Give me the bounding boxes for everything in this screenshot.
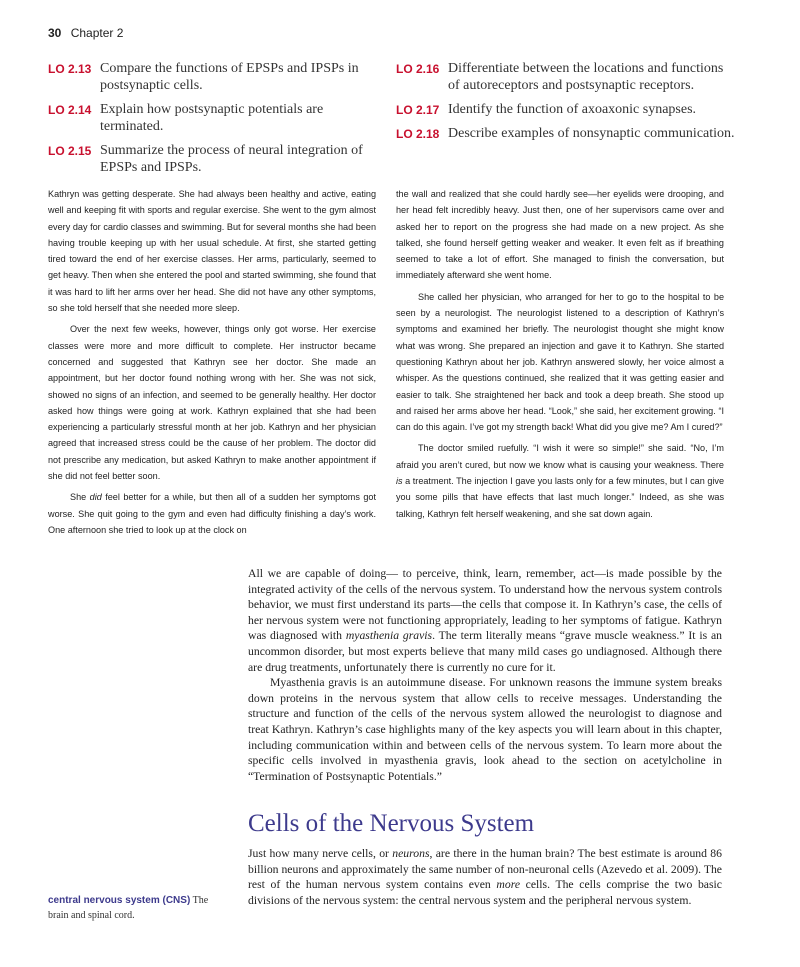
story-paragraph: Kathryn was getting desperate. She had always been healthy and active, eating well and keeping fit with sports and regular exercise. She went to the gym almost every day for cardio classes and swimming. But for several months she had been having trouble keeping up with her usual schedule. At first, she started getting tired toward the end of her exercise classes. Her arms, particularly, seemed to get heavy. Then when she entered the pool and started swimming, she found that it was hard to lift her arms over her head. She did not have any other symptoms, so she told herself that she needed more sleep. [48, 189, 376, 314]
lo-text: Differentiate between the locations and functions of autoreceptors and postsynaptic receptors. [448, 61, 724, 93]
lo-text: Compare the functions of EPSPs and IPSPs in postsynaptic cells. [100, 61, 359, 93]
lo-text: Identify the function of axoaxonic synapses. [448, 102, 697, 117]
learning-objective [48, 101, 388, 135]
section-heading: Cells of the Nervous System [248, 810, 535, 837]
story-paragraph: the wall and realized that she could hardly see—her eyelids were drooping, and her head felt incredibly heavy. Just then, one of her supervisors came over and asked her to report on the progress she had made on a new project. As she talked, she found herself getting weaker and weaker. It even felt as if breathing seemed to take a lot of effort. She managed to finish the conversation, but immediately afterward she went home. [396, 189, 724, 281]
page-header [48, 26, 123, 40]
case-story-right-column [396, 186, 724, 527]
glossary-definition: The brain and spinal cord. [48, 895, 209, 921]
chapter-intro [248, 566, 722, 784]
lo-code: LO 2.14 [48, 103, 92, 117]
section-body [248, 846, 722, 908]
page-number: 30 [48, 26, 62, 40]
margin-glossary [48, 893, 218, 923]
intro-paragraph: All we are capable of doing— to perceive, think, learn, remember, act—is made possible by the integrated activity of the cells of the nervous system. To understand how the nervous system controls behavior, we must first understand its parts—the cells that compose it. In Kathryn’s case, the cells of her nervous system were not functioning appropriately, leading to her symptoms of fatigue. Kathryn was diagnosed with myasthenia gravis. The term literally means “grave muscle weakness.” It is an uncommon disorder, but most experts believe that many mild cases go undiagnosed. Although there are drug treatments, unfortunately there is currently no cure for it. [248, 567, 722, 674]
case-story-left-column [48, 186, 376, 543]
learning-objective [396, 125, 736, 142]
story-paragraph: The doctor smiled ruefully. “I wish it were so simple!” she said. “No, I’m afraid you aren’t cured, but now we know what is causing your weakness. There is a treatment. The injection I gave you lasts only for a few minutes, but I can give you some pills that have effects that last much longer.” Indeed, as she was talking, Kathryn felt herself weakening, and she sat down again. [396, 443, 724, 519]
lo-text: Summarize the process of neural integration of EPSPs and IPSPs. [100, 143, 363, 175]
chapter-label: Chapter 2 [70, 26, 124, 40]
learning-objective [396, 101, 736, 118]
story-paragraph: She called her physician, who arranged for her to go to the hospital to be seen by a neurologist. The neurologist listened to a description of Kathryn’s symptoms and examined her briefly. The neurologist thought she might know what was wrong. She prepared an injection and gave it to Kathryn. She started questioning Kathryn about her job. Kathryn answered slowly, her voice almost a whisper. As the questions continued, she realized that it was getting easier and easier to talk. She straightened her back and took a deep breath. She stood up and raised her arms above her head. “Look,” she said, her excitement growing. “I can do this again. I’ve got my strength back! What did you give me? Am I cured?” [396, 291, 724, 433]
learning-objective [396, 60, 736, 94]
glossary-term: central nervous system (CNS) [48, 895, 191, 906]
lo-text: Explain how postsynaptic potentials are terminated. [100, 102, 324, 134]
learning-objective [48, 60, 388, 94]
section-paragraph: Just how many nerve cells, or neurons, are there in the human brain? The best estimate is around 86 billion neurons and approximately the same number of non-neuronal cells (Azevedo et al. 2009). The rest of the human nervous system contains even more cells. The cells comprise the two basic divisions of the nervous system: the central nervous system and the peripheral nervous system. [248, 847, 722, 907]
lo-code: LO 2.16 [396, 62, 440, 76]
lo-code: LO 2.13 [48, 62, 92, 76]
intro-paragraph: Myasthenia gravis is an autoimmune disease. For unknown reasons the immune system breaks down proteins in the nervous system that allow cells to receive messages. Understanding the structure and function of the cells of the nervous system allowed the neurologist to diagnose and treat Kathryn. Kathryn’s case highlights many of the key aspects you will learn about in this chapter, including communication within and between cells of the nervous system. To learn more about the specific cells involved in myasthenia gravis, look ahead to the section on acetylcholine in “Termination of Postsynaptic Potentials.” [248, 676, 722, 783]
learning-objective [48, 142, 388, 176]
lo-code: LO 2.18 [396, 127, 440, 141]
lo-text: Describe examples of nonsynaptic communication. [448, 126, 735, 141]
lo-code: LO 2.17 [396, 103, 440, 117]
story-paragraph: She did feel better for a while, but then all of a sudden her symptoms got worse. She quit going to the gym and even had difficulty finishing a day’s work. One afternoon she tried to look up at the clock on [48, 492, 376, 535]
learning-objectives-right [396, 60, 736, 149]
lo-code: LO 2.15 [48, 144, 92, 158]
learning-objectives-left [48, 60, 388, 183]
story-paragraph: Over the next few weeks, however, things only got worse. Her exercise classes were more and more difficult to complete. Her instructor became concerned and suggested that Kathryn see her doctor. She made an appointment, but her doctor found nothing wrong with her. She was not sick, showed no signs of an infection, and seemed to be generally healthy. Her doctor asked how things were going at work. Kathryn explained that she had been experiencing a particularly stressful month at her job. Kathryn and her physician agreed that increased stress could be the cause of her problem. The doctor did not prescribe any medication, but asked Kathryn to make another appointment if she did not feel better soon. [48, 324, 376, 482]
